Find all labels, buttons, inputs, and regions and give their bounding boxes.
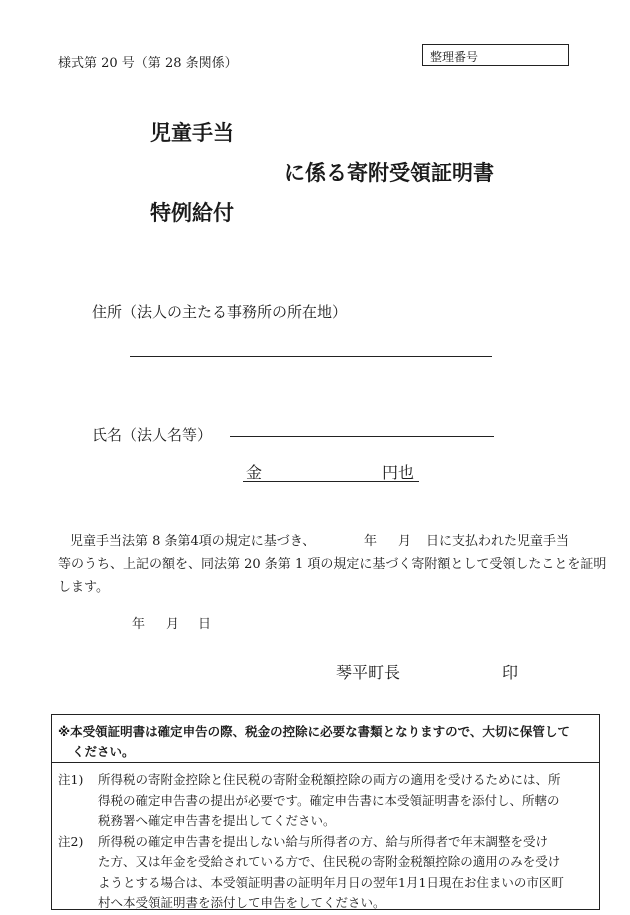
body-line-2: 等のうち、上記の額を、同法第 20 条第 1 項の規定に基づく寄附額として受領したことを証明 — [58, 557, 607, 572]
name-field-line[interactable] — [230, 436, 494, 437]
notice-box — [51, 714, 600, 910]
title-line-special-benefit: 特例給付 — [150, 201, 234, 225]
name-label: 氏名（法人名等） — [92, 426, 213, 444]
note-2-line-3: ようとする場合は、本受領証明書の証明年月日の翌年1月1日現在お住まいの市区町 — [98, 875, 564, 890]
reference-number-label: 整理番号 — [430, 50, 479, 64]
amount-field-line[interactable] — [243, 481, 419, 482]
body-line-1-month: 月 — [398, 534, 412, 549]
note-2-mark: 注2) — [58, 834, 84, 849]
note-1-mark: 注1) — [58, 772, 84, 787]
date-day: 日 — [198, 617, 212, 632]
body-line-1-year: 年 — [364, 534, 378, 549]
date-month: 月 — [166, 617, 180, 632]
note-2-line-1: 所得税の確定申告書を提出しない給与所得者の方、給与所得者で年末調整を受け — [98, 834, 549, 849]
mayor-signature: 琴平町長 — [336, 663, 401, 682]
amount-prefix: 金 — [246, 463, 263, 482]
notice-headline-line-1: ※本受領証明書は確定申告の際、税金の控除に必要な書類となりますので、大切に保管して — [58, 724, 570, 739]
body-line-1-end: 日に支払われた児童手当 — [426, 534, 570, 549]
title-line-child-allowance: 児童手当 — [150, 121, 234, 145]
note-1-line-3: 税務署へ確定申告書を提出してください。 — [98, 813, 336, 828]
notice-headline-line-2: ください。 — [72, 744, 135, 759]
address-label: 住所（法人の主たる事務所の所在地） — [92, 303, 348, 321]
seal-mark: 印 — [502, 663, 519, 682]
address-field-line[interactable] — [130, 356, 492, 357]
title-line-certificate: に係る寄附受領証明書 — [284, 161, 494, 185]
reference-number-box[interactable] — [422, 44, 569, 66]
body-line-1-start: 児童手当法第 8 条第4項の規定に基づき、 — [70, 534, 316, 549]
form-number: 様式第 20 号（第 28 条関係） — [58, 56, 238, 71]
date-year: 年 — [132, 617, 146, 632]
note-2-line-2: た方、又は年金を受給されている方で、住民税の寄附金税額控除の適用のみを受け — [98, 854, 561, 869]
body-line-3: します。 — [58, 580, 109, 595]
note-1-line-1: 所得税の寄附金控除と住民税の寄附金税額控除の両方の適用を受けるためには、所 — [98, 772, 561, 787]
note-2-line-4: 村へ本受領証明書を添付して申告をしてください。 — [98, 895, 386, 910]
notice-headline — [52, 715, 599, 763]
note-1-line-2: 得税の確定申告書の提出が必要です。確定申告書に本受領証明書を添付し、所轄の — [98, 793, 560, 808]
amount-suffix: 円也 — [382, 463, 415, 482]
